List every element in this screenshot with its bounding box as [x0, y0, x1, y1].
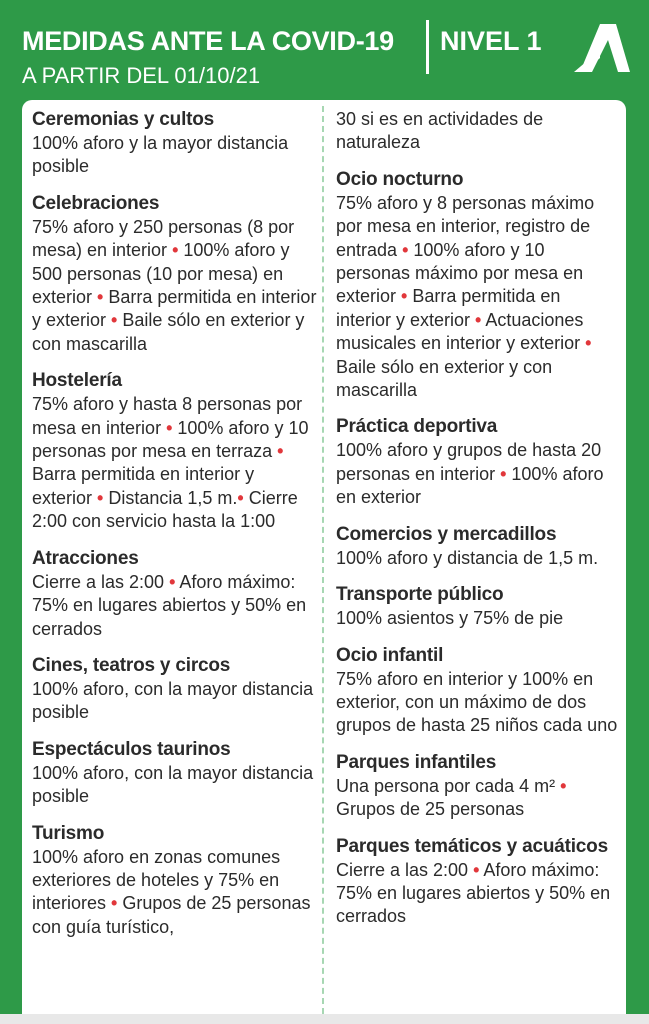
section-text: [336, 775, 618, 822]
header-divider: [426, 20, 429, 74]
section-text: [336, 607, 618, 630]
section-continued: [336, 108, 618, 155]
section-text-part: 100% aforo y distancia de 1,5 m.: [336, 547, 599, 568]
section-text: [32, 132, 317, 179]
junta-andalucia-logo-icon: [570, 22, 630, 74]
section-title: Comercios y mercadillos: [336, 523, 557, 545]
section-title: Parques infantiles: [336, 751, 497, 773]
bullet-separator: •: [97, 487, 104, 508]
section-comercios-y-mercadillos: [336, 523, 618, 570]
section-text-part: 30 si es en actividades de naturaleza: [336, 109, 544, 153]
section-ceremonias-y-cultos: [32, 108, 317, 179]
section-text-part: 100% aforo y 500 personas (10 por mesa) en exterior: [32, 240, 290, 308]
section-text-part: 75% aforo en interior y 100% en exterior, con un máximo de dos grupos de hasta 25 niños cada uno: [336, 668, 618, 736]
footer-strip: [0, 1014, 649, 1024]
level-label: NIVEL 1: [440, 26, 542, 56]
section-text-part: Cierre 2:00 con servicio hasta la 1:00: [32, 487, 298, 532]
section-text-part: Baile sólo en exterior y con mascarilla: [336, 356, 553, 401]
bullet-separator: •: [166, 417, 173, 438]
section-text: [336, 859, 618, 929]
section-title: Parques temáticos y acuáticos: [336, 835, 608, 857]
section-parques-tematicos-y-acuaticos: [336, 835, 618, 929]
section-text-part: 100% aforo en exterior: [336, 463, 604, 508]
section-title: Celebraciones: [32, 192, 160, 214]
section-espectaculos-taurinos: [32, 738, 317, 809]
section-text-part: Barra permitida en interior y exterior: [32, 287, 317, 331]
section-text: [336, 547, 618, 570]
section-text-part: 100% aforo, con la mayor distancia posible: [32, 678, 314, 723]
section-text-part: 75% aforo y 250 personas (8 por mesa) en interior: [32, 216, 295, 261]
section-text-part: Cierre a las 2:00: [336, 859, 474, 880]
bullet-separator: •: [277, 441, 284, 462]
section-text: [32, 762, 317, 809]
section-text-part: 100% aforo y 10 personas por mesa en terraza: [32, 417, 309, 462]
section-text-part: 100% aforo, con la mayor distancia posible: [32, 762, 314, 807]
section-ocio-infantil: [336, 644, 618, 738]
bullet-separator: •: [475, 309, 482, 330]
bullet-separator: •: [169, 571, 176, 592]
section-text-part: 100% aforo en zonas comunes exteriores de hoteles y 75% en interiores: [32, 846, 281, 914]
section-text: [336, 192, 618, 403]
section-text-part: Grupos de 25 personas: [336, 799, 525, 820]
section-text-part: 100% aforo y grupos de hasta 20 personas en interior: [336, 440, 602, 484]
bullet-separator: •: [473, 859, 480, 880]
section-text: [32, 393, 317, 533]
section-text-part: Aforo máximo: 75% en lugares abiertos y 50% en cerrados: [336, 859, 611, 927]
section-text-part: 75% aforo y hasta 8 personas por mesa en interior: [32, 394, 303, 438]
right-column: [336, 108, 618, 942]
bullet-separator: •: [402, 239, 409, 260]
bullet-separator: •: [401, 286, 408, 307]
bullet-separator: •: [97, 287, 104, 308]
section-text: [32, 846, 317, 940]
section-text-part: 100% aforo y 10 personas máximo por mesa en exterior: [336, 239, 584, 307]
section-text-part: 75% aforo y 8 personas máximo por mesa en interior, registro de entrada: [336, 192, 595, 260]
bullet-separator: •: [560, 775, 567, 796]
section-hosteleria: [32, 369, 317, 533]
section-transporte-publico: [336, 583, 618, 630]
bullet-separator: •: [111, 893, 118, 914]
section-text-part: Una persona por cada 4 m²: [336, 775, 561, 796]
column-divider: [322, 106, 324, 1024]
section-title: Ocio infantil: [336, 644, 444, 666]
section-text: [336, 108, 618, 155]
section-text-part: Baile sólo en exterior y con mascarilla: [32, 310, 305, 354]
section-text-part: Grupos de 25 personas con guía turístico,: [32, 893, 311, 937]
section-atracciones: [32, 547, 317, 641]
header: [0, 0, 649, 100]
section-text-part: Barra permitida en interior y exterior: [336, 286, 561, 330]
section-text-part: 100% asientos y 75% de pie: [336, 608, 564, 629]
bullet-separator: •: [585, 333, 592, 354]
section-title: Cines, teatros y circos: [32, 654, 231, 676]
section-text-part: Barra permitida en interior y exterior: [32, 464, 255, 508]
left-column: [32, 108, 317, 952]
section-parques-infantiles: [336, 751, 618, 822]
section-title: Espectáculos taurinos: [32, 738, 231, 760]
bullet-separator: •: [237, 487, 244, 508]
bullet-separator: •: [111, 310, 118, 331]
section-cines-teatros-y-circos: [32, 654, 317, 725]
page-title: MEDIDAS ANTE LA COVID-19: [22, 26, 394, 56]
section-text-part: Cierre a las 2:00: [32, 571, 170, 592]
section-celebraciones: [32, 192, 317, 356]
section-practica-deportiva: [336, 415, 618, 509]
section-text: [32, 216, 317, 356]
section-title: Ocio nocturno: [336, 168, 464, 190]
section-text: [336, 668, 618, 738]
section-title: Turismo: [32, 822, 105, 844]
section-title: Ceremonias y cultos: [32, 109, 215, 130]
section-title: Hostelería: [32, 370, 122, 392]
bullet-separator: •: [500, 463, 507, 484]
page-subtitle: A PARTIR DEL 01/10/21: [22, 63, 261, 88]
section-title: Práctica deportiva: [336, 416, 498, 438]
section-text: [336, 439, 618, 509]
section-turismo: [32, 822, 317, 940]
section-text-part: Distancia 1,5 m.: [103, 487, 238, 508]
section-text: [32, 571, 317, 641]
section-title: Atracciones: [32, 547, 139, 569]
section-text-part: Aforo máximo: 75% en lugares abiertos y 50% en cerrados: [32, 571, 307, 639]
section-ocio-nocturno: [336, 168, 618, 403]
bullet-separator: •: [172, 240, 179, 261]
section-text-part: Actuaciones musicales en interior y exterior: [336, 309, 586, 354]
section-title: Transporte público: [336, 584, 504, 606]
measures-card: [22, 100, 626, 1024]
section-text-part: 100% aforo y la mayor distancia posible: [32, 133, 289, 177]
section-text: [32, 678, 317, 725]
